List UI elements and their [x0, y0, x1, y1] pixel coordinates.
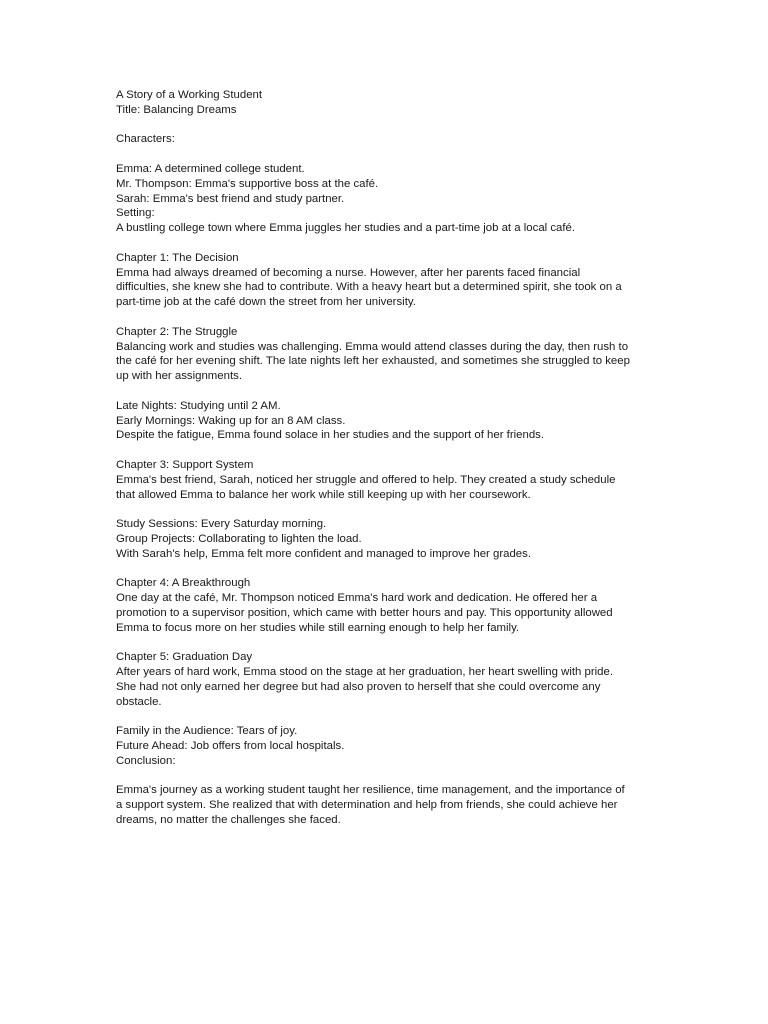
text-line: With Sarah's help, Emma felt more confident and managed to improve her grades.	[116, 547, 531, 560]
text-line: Balancing work and studies was challenging. Emma would attend classes during the day, then rush to	[116, 340, 629, 353]
text-line: Mr. Thompson: Emma's supportive boss at the café.	[116, 177, 379, 190]
text-line: Conclusion:	[116, 754, 176, 767]
blank-line	[116, 562, 656, 577]
text-line: Emma had always dreamed of becoming a nurse. However, after her parents faced financial	[116, 266, 581, 279]
blank-line	[116, 709, 656, 724]
text-line: Late Nights: Studying until 2 AM.	[116, 399, 281, 412]
text-line: Setting:	[116, 207, 155, 220]
blank-line	[116, 635, 656, 650]
document-body	[116, 88, 656, 828]
text-line: Chapter 1: The Decision	[116, 251, 239, 264]
text-line: Chapter 5: Graduation Day	[116, 651, 253, 664]
text-line: Future Ahead: Job offers from local hospitals.	[116, 740, 345, 753]
blank-line	[116, 147, 656, 162]
text-line: promotion to a supervisor position, which came with better hours and pay. This opportunity allowed	[116, 606, 613, 619]
text-line: Emma's best friend, Sarah, noticed her struggle and offered to help. They created a study schedule	[116, 473, 616, 486]
text-line: Despite the fatigue, Emma found solace in her studies and the support of her friends.	[116, 429, 545, 442]
blank-line	[116, 310, 656, 325]
text-line: a support system. She realized that with determination and help from friends, she could achieve her	[116, 799, 618, 812]
text-line: part-time job at the café down the street from her university.	[116, 296, 416, 309]
text-line: Sarah: Emma's best friend and study partner.	[116, 192, 345, 205]
text-line: Family in the Audience: Tears of joy.	[116, 725, 298, 738]
blank-line	[116, 769, 656, 784]
text-line: Chapter 2: The Struggle	[116, 325, 238, 338]
text-line: Title: Balancing Dreams	[116, 103, 237, 116]
blank-line	[116, 502, 656, 517]
text-line: difficulties, she knew she had to contribute. With a heavy heart but a determined spirit, she took on a	[116, 281, 622, 294]
blank-line	[116, 443, 656, 458]
blank-line	[116, 384, 656, 399]
text-line: Study Sessions: Every Saturday morning.	[116, 518, 327, 531]
text-line: A Story of a Working Student	[116, 89, 263, 101]
blank-line	[116, 118, 656, 133]
text-line: obstacle.	[116, 695, 162, 708]
text-line: that allowed Emma to balance her work while still keeping up with her coursework.	[116, 488, 531, 501]
text-line: After years of hard work, Emma stood on the stage at her graduation, her heart swelling with pride.	[116, 666, 614, 679]
text-line: Group Projects: Collaborating to lighten the load.	[116, 532, 362, 545]
text-line: dreams, no matter the challenges she faced.	[116, 814, 341, 827]
text-line: One day at the café, Mr. Thompson noticed Emma's hard work and dedication. He offered her a	[116, 592, 598, 605]
text-line: She had not only earned her degree but had also proven to herself that she could overcome any	[116, 680, 601, 693]
text-line: Chapter 4: A Breakthrough	[116, 577, 251, 590]
text-line: up with her assignments.	[116, 370, 242, 383]
text-line: Emma to focus more on her studies while still earning enough to help her family.	[116, 621, 520, 634]
text-line: Early Mornings: Waking up for an 8 AM class.	[116, 414, 346, 427]
text-line: Emma's journey as a working student taught her resilience, time management, and the importance of	[116, 784, 625, 797]
text-line: A bustling college town where Emma juggles her studies and a part-time job at a local café.	[116, 222, 576, 235]
text-line: Chapter 3: Support System	[116, 458, 254, 471]
text-line: Emma: A determined college student.	[116, 162, 305, 175]
text-line: Characters:	[116, 133, 175, 146]
text-line: the café for her evening shift. The late nights left her exhausted, and sometimes she struggled to keep	[116, 355, 630, 368]
blank-line	[116, 236, 656, 251]
